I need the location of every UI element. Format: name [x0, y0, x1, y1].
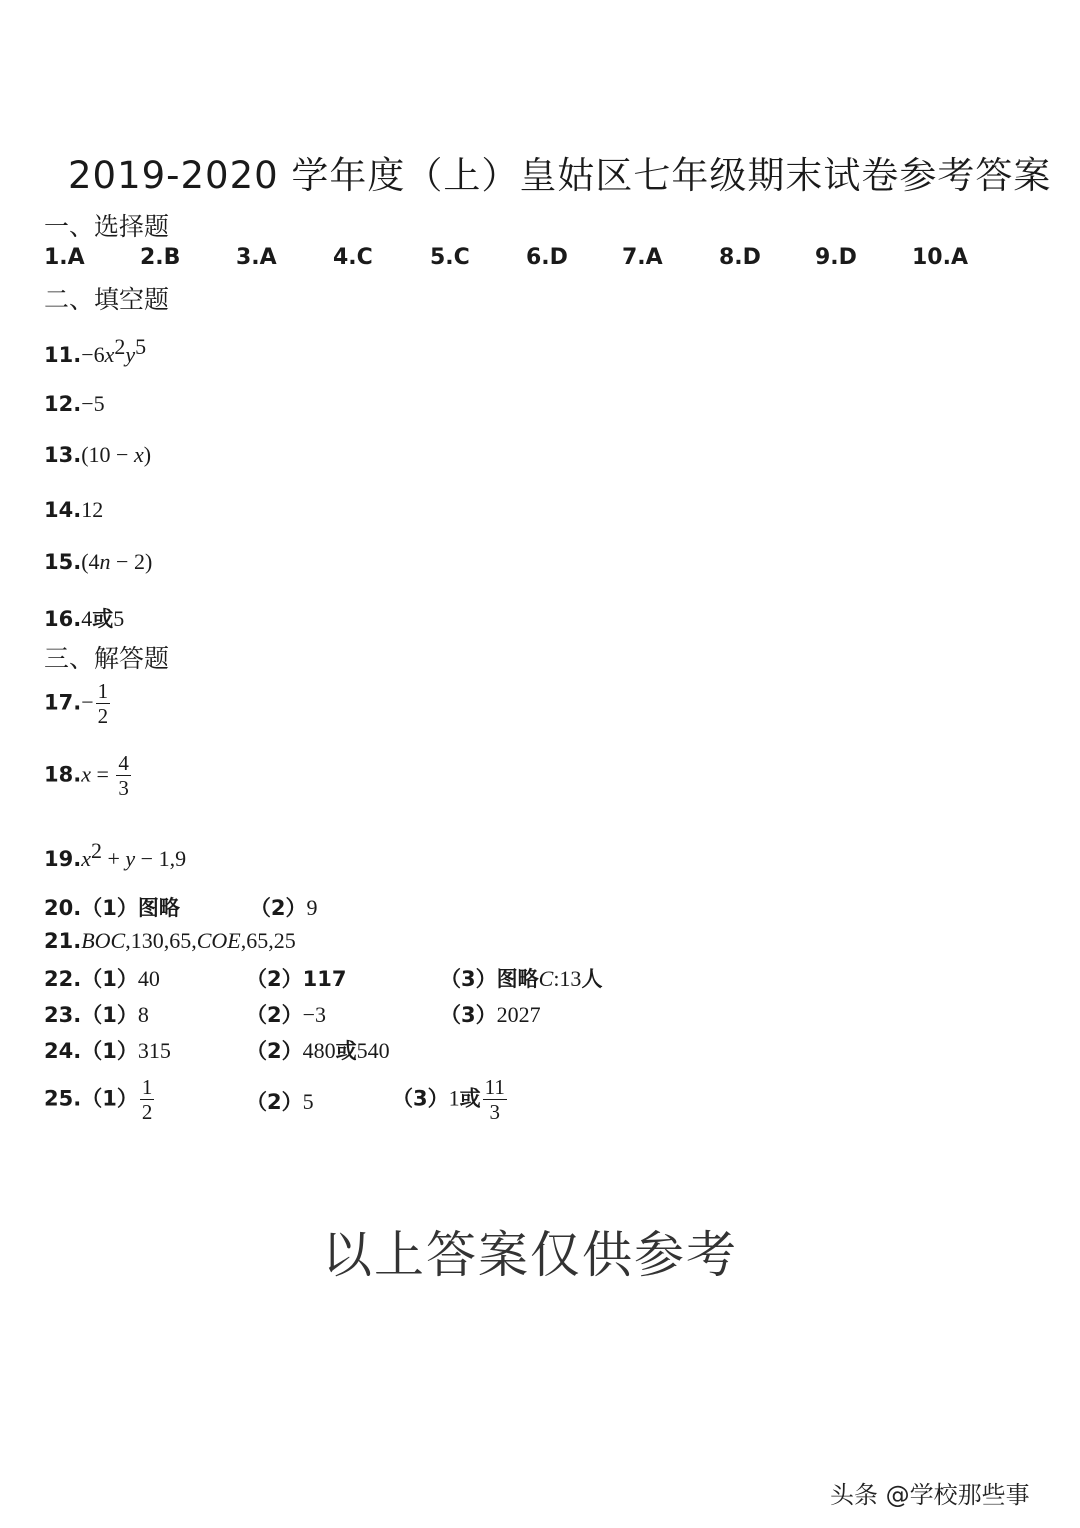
answer-value: −6: [81, 342, 105, 367]
answer-value: 8: [137, 1002, 149, 1027]
choice-answer: 1.A: [44, 245, 85, 270]
question-number: 19.: [44, 847, 82, 871]
denominator: 2: [141, 1100, 153, 1125]
choice-answer: 9.D: [815, 245, 857, 270]
answer-value: (10 −: [81, 442, 134, 467]
choice-answer: 7.A: [622, 245, 663, 270]
equals-sign: =: [90, 761, 115, 787]
answer-12: [44, 391, 105, 417]
angle-name: COE: [196, 928, 241, 953]
answer-24-part-2: [246, 1035, 390, 1065]
question-number: 20.: [44, 896, 82, 920]
part-3-label: （3）图略: [440, 967, 539, 991]
part-2-label: （2）: [246, 1090, 303, 1114]
variable: y: [125, 342, 136, 367]
answer-value: ,65,25: [240, 928, 296, 953]
part-3-label: （3）: [392, 1086, 449, 1111]
variable: x: [81, 846, 91, 871]
part-1-label: （1）: [81, 1086, 138, 1111]
answer-23: [44, 999, 149, 1029]
answer-14: [44, 497, 103, 523]
answer-24: [44, 1035, 171, 1065]
answer-25-part-2: [246, 1086, 314, 1116]
answer-value: 12: [81, 497, 104, 522]
answer-17: [44, 680, 112, 727]
answer-25: [44, 1076, 156, 1123]
answer-16: [44, 603, 124, 633]
answer-value: −: [81, 689, 94, 715]
answer-value: 480: [302, 1038, 336, 1063]
answer-25-part-3: [392, 1076, 509, 1123]
answer-value: 40: [137, 966, 160, 991]
reference-only-note: 以上答案仅供参考: [322, 1226, 738, 1284]
answer-value: 5: [302, 1089, 314, 1114]
answer-value: 4: [81, 606, 93, 631]
variable: n: [99, 549, 111, 574]
part-2-label: （2）: [246, 1039, 303, 1063]
choice-answer: 8.D: [719, 245, 761, 270]
answer-20: [44, 892, 317, 922]
question-number: 22.: [44, 967, 82, 991]
answer-22-part-2: （2）117: [246, 967, 347, 991]
answer-value: (4: [81, 549, 100, 574]
answer-value: − 2): [110, 549, 153, 574]
choice-answer: 3.A: [236, 245, 277, 270]
answer-value: 1: [448, 1085, 460, 1111]
section-heading-solve: 三、解答题: [44, 644, 170, 673]
fraction: [483, 1076, 507, 1123]
numerator: 1: [97, 679, 109, 703]
answer-value: 315: [137, 1038, 171, 1063]
choice-answer: 2.B: [140, 245, 181, 270]
numerator: 4: [118, 751, 129, 775]
part-2-label: （2）: [249, 896, 307, 920]
exponent: 2: [90, 838, 102, 863]
answer-value: 9: [306, 895, 318, 920]
or-text: 或: [335, 1039, 357, 1063]
answer-11: [44, 334, 146, 368]
question-number: 11.: [44, 343, 82, 367]
part-2-label: （2）: [246, 1003, 303, 1027]
part-1-label: （1）: [81, 1039, 138, 1063]
question-number: 15.: [44, 550, 82, 574]
fraction: [116, 752, 131, 799]
question-number: 13.: [44, 443, 82, 467]
choice-answer: 10.A: [912, 245, 968, 270]
answer-value: :13: [553, 966, 582, 991]
answer-value: 540: [356, 1038, 390, 1063]
numerator: 11: [484, 1075, 505, 1099]
denominator: 3: [489, 1100, 500, 1125]
answer-value: 2027: [496, 1002, 541, 1027]
variable: x: [81, 761, 91, 787]
fraction: [96, 680, 111, 727]
exponent: 2: [114, 334, 126, 359]
answer-18: [44, 752, 133, 799]
question-number: 21.: [44, 929, 82, 953]
unit-text: 人: [581, 967, 603, 991]
section-heading-choice: 一、选择题: [44, 212, 170, 241]
choice-answer: 4.C: [333, 245, 373, 270]
question-number: 16.: [44, 607, 82, 631]
choice-answer: 6.D: [526, 245, 568, 270]
denominator: 3: [118, 776, 129, 801]
choice-answer: 5.C: [430, 245, 470, 270]
question-number: 24.: [44, 1039, 82, 1063]
question-number: 18.: [44, 762, 82, 787]
exponent: 5: [135, 334, 147, 359]
answer-15: [44, 549, 152, 575]
question-number: 23.: [44, 1003, 82, 1027]
part-1-label: （1）: [81, 1003, 138, 1027]
numerator: 1: [141, 1075, 153, 1099]
answer-23-part-2: [246, 999, 326, 1029]
question-number: 25.: [44, 1086, 82, 1111]
answer-value: 5: [113, 606, 125, 631]
answer-22-part-3: [440, 963, 602, 993]
answer-13: [44, 442, 151, 468]
part-3-label: （3）: [440, 1003, 497, 1027]
question-number: 17.: [44, 690, 82, 715]
answer-value: +: [101, 846, 126, 871]
fraction: [140, 1076, 155, 1123]
variable: y: [125, 846, 136, 871]
variable: x: [133, 442, 144, 467]
question-number: 14.: [44, 498, 82, 522]
watermark: 头条 @学校那些事: [830, 1481, 1030, 1509]
answer-value: ,130,65,: [125, 928, 197, 953]
answer-value: −3: [302, 1002, 327, 1027]
section-heading-fill: 二、填空题: [44, 285, 170, 314]
part-1: （1）图略: [81, 896, 180, 920]
answer-22: [44, 963, 160, 993]
answer-value: −5: [81, 391, 105, 416]
answer-value: − 1,9: [135, 846, 187, 871]
answer-value: ): [143, 442, 152, 467]
page-title: 2019-2020 学年度（上）皇姑区七年级期末试卷参考答案: [68, 154, 1052, 197]
answer-19: [44, 838, 186, 872]
variable: x: [104, 342, 115, 367]
denominator: 2: [97, 704, 109, 729]
question-number: 12.: [44, 392, 82, 416]
or-text: 或: [459, 1086, 481, 1111]
answer-21: [44, 928, 296, 954]
answer-23-part-3: [440, 999, 541, 1029]
part-1-label: （1）: [81, 967, 138, 991]
or-text: 或: [92, 607, 114, 631]
variable: C: [538, 966, 554, 991]
angle-name: BOC: [81, 928, 126, 953]
